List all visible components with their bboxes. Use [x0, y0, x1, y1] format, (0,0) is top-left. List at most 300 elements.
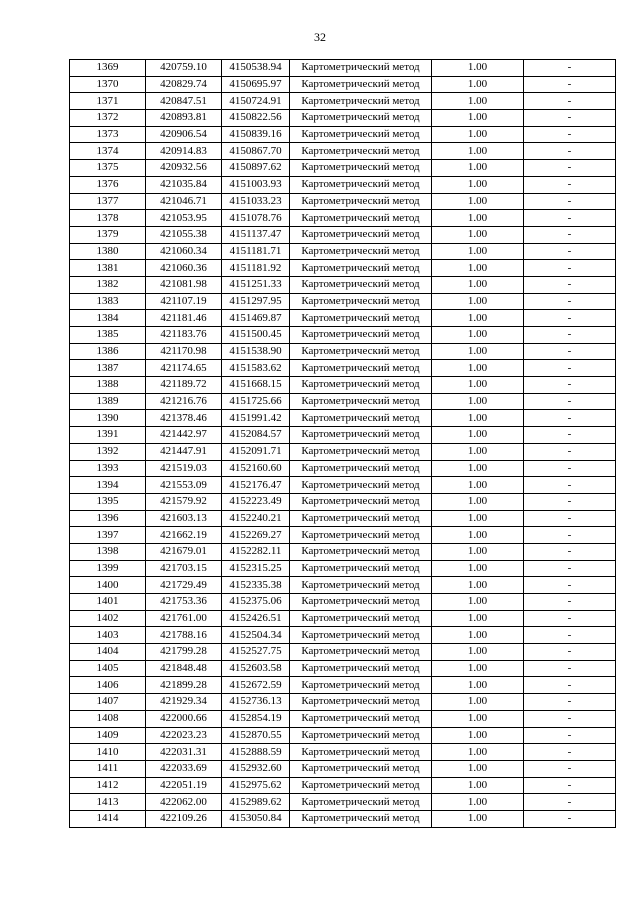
y-coordinate-cell: 4152240.21	[222, 510, 290, 527]
x-coordinate-cell: 422051.19	[146, 777, 222, 794]
precision-cell: 1.00	[432, 143, 524, 160]
point-number-cell: 1401	[70, 594, 146, 611]
point-number-cell: 1373	[70, 126, 146, 143]
y-coordinate-cell: 4152932.60	[222, 760, 290, 777]
precision-cell: 1.00	[432, 577, 524, 594]
point-number-cell: 1394	[70, 477, 146, 494]
method-cell: Картометрический метод	[290, 193, 432, 210]
table-row	[70, 243, 616, 260]
method-cell: Картометрический метод	[290, 410, 432, 427]
precision-cell: 1.00	[432, 594, 524, 611]
method-cell: Картометрический метод	[290, 794, 432, 811]
y-coordinate-cell: 4152160.60	[222, 460, 290, 477]
precision-cell: 1.00	[432, 360, 524, 377]
y-coordinate-cell: 4151668.15	[222, 377, 290, 394]
point-number-cell: 1397	[70, 527, 146, 544]
point-number-cell: 1398	[70, 543, 146, 560]
method-cell: Картометрический метод	[290, 126, 432, 143]
method-cell: Картометрический метод	[290, 377, 432, 394]
x-coordinate-cell: 421788.16	[146, 627, 222, 644]
y-coordinate-cell: 4152854.19	[222, 710, 290, 727]
x-coordinate-cell: 421053.95	[146, 210, 222, 227]
note-cell: -	[524, 477, 616, 494]
x-coordinate-cell: 420829.74	[146, 76, 222, 93]
x-coordinate-cell: 421442.97	[146, 427, 222, 444]
point-number-cell: 1387	[70, 360, 146, 377]
point-number-cell: 1378	[70, 210, 146, 227]
y-coordinate-cell: 4151469.87	[222, 310, 290, 327]
note-cell: -	[524, 276, 616, 293]
precision-cell: 1.00	[432, 543, 524, 560]
point-number-cell: 1379	[70, 226, 146, 243]
y-coordinate-cell: 4152282.11	[222, 543, 290, 560]
method-cell: Картометрический метод	[290, 760, 432, 777]
x-coordinate-cell: 421753.36	[146, 594, 222, 611]
note-cell: -	[524, 710, 616, 727]
point-number-cell: 1414	[70, 810, 146, 827]
point-number-cell: 1384	[70, 310, 146, 327]
precision-cell: 1.00	[432, 510, 524, 527]
table-row	[70, 460, 616, 477]
method-cell: Картометрический метод	[290, 527, 432, 544]
note-cell: -	[524, 176, 616, 193]
note-cell: -	[524, 160, 616, 177]
x-coordinate-cell: 420893.81	[146, 110, 222, 127]
method-cell: Картометрический метод	[290, 577, 432, 594]
table-row	[70, 410, 616, 427]
point-number-cell: 1395	[70, 493, 146, 510]
y-coordinate-cell: 4152870.55	[222, 727, 290, 744]
note-cell: -	[524, 393, 616, 410]
precision-cell: 1.00	[432, 327, 524, 344]
table-row	[70, 644, 616, 661]
precision-cell: 1.00	[432, 226, 524, 243]
precision-cell: 1.00	[432, 193, 524, 210]
x-coordinate-cell: 421899.28	[146, 677, 222, 694]
precision-cell: 1.00	[432, 276, 524, 293]
point-number-cell: 1413	[70, 794, 146, 811]
note-cell: -	[524, 327, 616, 344]
table-row	[70, 627, 616, 644]
x-coordinate-cell: 421679.01	[146, 543, 222, 560]
y-coordinate-cell: 4152672.59	[222, 677, 290, 694]
x-coordinate-cell: 421378.46	[146, 410, 222, 427]
precision-cell: 1.00	[432, 493, 524, 510]
note-cell: -	[524, 460, 616, 477]
precision-cell: 1.00	[432, 443, 524, 460]
x-coordinate-cell: 421729.49	[146, 577, 222, 594]
precision-cell: 1.00	[432, 377, 524, 394]
note-cell: -	[524, 210, 616, 227]
y-coordinate-cell: 4152375.06	[222, 594, 290, 611]
x-coordinate-cell: 421174.65	[146, 360, 222, 377]
table-row	[70, 210, 616, 227]
precision-cell: 1.00	[432, 810, 524, 827]
note-cell: -	[524, 310, 616, 327]
method-cell: Картометрический метод	[290, 110, 432, 127]
precision-cell: 1.00	[432, 260, 524, 277]
method-cell: Картометрический метод	[290, 777, 432, 794]
x-coordinate-cell: 421662.19	[146, 527, 222, 544]
y-coordinate-cell: 4152527.75	[222, 644, 290, 661]
point-number-cell: 1381	[70, 260, 146, 277]
precision-cell: 1.00	[432, 60, 524, 77]
x-coordinate-cell: 422000.66	[146, 710, 222, 727]
precision-cell: 1.00	[432, 644, 524, 661]
point-number-cell: 1391	[70, 427, 146, 444]
method-cell: Картометрический метод	[290, 293, 432, 310]
table-row	[70, 310, 616, 327]
method-cell: Картометрический метод	[290, 460, 432, 477]
note-cell: -	[524, 360, 616, 377]
table-row	[70, 126, 616, 143]
table-row	[70, 727, 616, 744]
table-row	[70, 493, 616, 510]
table-row	[70, 260, 616, 277]
table-row	[70, 226, 616, 243]
table-row	[70, 610, 616, 627]
method-cell: Картометрический метод	[290, 360, 432, 377]
precision-cell: 1.00	[432, 243, 524, 260]
note-cell: -	[524, 760, 616, 777]
note-cell: -	[524, 493, 616, 510]
table-row	[70, 443, 616, 460]
point-number-cell: 1400	[70, 577, 146, 594]
y-coordinate-cell: 4150538.94	[222, 60, 290, 77]
precision-cell: 1.00	[432, 694, 524, 711]
note-cell: -	[524, 560, 616, 577]
note-cell: -	[524, 226, 616, 243]
y-coordinate-cell: 4151991.42	[222, 410, 290, 427]
note-cell: -	[524, 76, 616, 93]
note-cell: -	[524, 594, 616, 611]
table-row	[70, 660, 616, 677]
note-cell: -	[524, 60, 616, 77]
point-number-cell: 1411	[70, 760, 146, 777]
point-number-cell: 1382	[70, 276, 146, 293]
table-row	[70, 276, 616, 293]
table-row	[70, 427, 616, 444]
precision-cell: 1.00	[432, 160, 524, 177]
precision-cell: 1.00	[432, 210, 524, 227]
y-coordinate-cell: 4151181.71	[222, 243, 290, 260]
table-row	[70, 510, 616, 527]
x-coordinate-cell: 422033.69	[146, 760, 222, 777]
note-cell: -	[524, 510, 616, 527]
y-coordinate-cell: 4152736.13	[222, 694, 290, 711]
precision-cell: 1.00	[432, 343, 524, 360]
precision-cell: 1.00	[432, 477, 524, 494]
method-cell: Картометрический метод	[290, 276, 432, 293]
table-row	[70, 594, 616, 611]
precision-cell: 1.00	[432, 794, 524, 811]
y-coordinate-cell: 4151003.93	[222, 176, 290, 193]
page-number: 32	[314, 30, 326, 44]
precision-cell: 1.00	[432, 560, 524, 577]
y-coordinate-cell: 4151251.33	[222, 276, 290, 293]
coordinates-table	[69, 59, 616, 828]
note-cell: -	[524, 660, 616, 677]
y-coordinate-cell: 4151538.90	[222, 343, 290, 360]
method-cell: Картометрический метод	[290, 744, 432, 761]
precision-cell: 1.00	[432, 427, 524, 444]
note-cell: -	[524, 610, 616, 627]
y-coordinate-cell: 4152335.38	[222, 577, 290, 594]
x-coordinate-cell: 421081.98	[146, 276, 222, 293]
x-coordinate-cell: 420914.83	[146, 143, 222, 160]
method-cell: Картометрический метод	[290, 210, 432, 227]
method-cell: Картометрический метод	[290, 343, 432, 360]
note-cell: -	[524, 744, 616, 761]
method-cell: Картометрический метод	[290, 710, 432, 727]
y-coordinate-cell: 4150897.62	[222, 160, 290, 177]
note-cell: -	[524, 260, 616, 277]
point-number-cell: 1386	[70, 343, 146, 360]
method-cell: Картометрический метод	[290, 427, 432, 444]
note-cell: -	[524, 93, 616, 110]
method-cell: Картометрический метод	[290, 143, 432, 160]
x-coordinate-cell: 422023.23	[146, 727, 222, 744]
point-number-cell: 1408	[70, 710, 146, 727]
precision-cell: 1.00	[432, 627, 524, 644]
precision-cell: 1.00	[432, 660, 524, 677]
x-coordinate-cell: 421046.71	[146, 193, 222, 210]
method-cell: Картометрический метод	[290, 677, 432, 694]
table-row	[70, 60, 616, 77]
y-coordinate-cell: 4152888.59	[222, 744, 290, 761]
table-body	[70, 60, 616, 828]
y-coordinate-cell: 4151181.92	[222, 260, 290, 277]
point-number-cell: 1407	[70, 694, 146, 711]
x-coordinate-cell: 420932.56	[146, 160, 222, 177]
x-coordinate-cell: 421519.03	[146, 460, 222, 477]
method-cell: Картометрический метод	[290, 260, 432, 277]
table-row	[70, 810, 616, 827]
point-number-cell: 1377	[70, 193, 146, 210]
precision-cell: 1.00	[432, 777, 524, 794]
table-row	[70, 143, 616, 160]
note-cell: -	[524, 427, 616, 444]
y-coordinate-cell: 4150867.70	[222, 143, 290, 160]
precision-cell: 1.00	[432, 527, 524, 544]
point-number-cell: 1409	[70, 727, 146, 744]
point-number-cell: 1380	[70, 243, 146, 260]
table-row	[70, 477, 616, 494]
x-coordinate-cell: 420906.54	[146, 126, 222, 143]
precision-cell: 1.00	[432, 744, 524, 761]
point-number-cell: 1412	[70, 777, 146, 794]
y-coordinate-cell: 4151297.95	[222, 293, 290, 310]
y-coordinate-cell: 4150724.91	[222, 93, 290, 110]
point-number-cell: 1370	[70, 76, 146, 93]
y-coordinate-cell: 4152084.57	[222, 427, 290, 444]
note-cell: -	[524, 343, 616, 360]
method-cell: Картометрический метод	[290, 560, 432, 577]
method-cell: Картометрический метод	[290, 644, 432, 661]
x-coordinate-cell: 422031.31	[146, 744, 222, 761]
x-coordinate-cell: 421035.84	[146, 176, 222, 193]
method-cell: Картометрический метод	[290, 393, 432, 410]
table-row	[70, 677, 616, 694]
table-row	[70, 160, 616, 177]
precision-cell: 1.00	[432, 710, 524, 727]
point-number-cell: 1410	[70, 744, 146, 761]
table-row	[70, 527, 616, 544]
method-cell: Картометрический метод	[290, 176, 432, 193]
x-coordinate-cell: 422109.26	[146, 810, 222, 827]
table-row	[70, 577, 616, 594]
point-number-cell: 1371	[70, 93, 146, 110]
point-number-cell: 1383	[70, 293, 146, 310]
method-cell: Картометрический метод	[290, 327, 432, 344]
note-cell: -	[524, 126, 616, 143]
table-row	[70, 560, 616, 577]
point-number-cell: 1372	[70, 110, 146, 127]
precision-cell: 1.00	[432, 110, 524, 127]
y-coordinate-cell: 4151137.47	[222, 226, 290, 243]
point-number-cell: 1375	[70, 160, 146, 177]
note-cell: -	[524, 110, 616, 127]
note-cell: -	[524, 777, 616, 794]
method-cell: Картометрический метод	[290, 226, 432, 243]
y-coordinate-cell: 4153050.84	[222, 810, 290, 827]
note-cell: -	[524, 193, 616, 210]
note-cell: -	[524, 243, 616, 260]
y-coordinate-cell: 4151033.23	[222, 193, 290, 210]
note-cell: -	[524, 810, 616, 827]
point-number-cell: 1403	[70, 627, 146, 644]
point-number-cell: 1402	[70, 610, 146, 627]
x-coordinate-cell: 421761.00	[146, 610, 222, 627]
point-number-cell: 1406	[70, 677, 146, 694]
x-coordinate-cell: 421579.92	[146, 493, 222, 510]
method-cell: Картометрический метод	[290, 727, 432, 744]
x-coordinate-cell: 420759.10	[146, 60, 222, 77]
y-coordinate-cell: 4152989.62	[222, 794, 290, 811]
method-cell: Картометрический метод	[290, 543, 432, 560]
table-row	[70, 176, 616, 193]
x-coordinate-cell: 421183.76	[146, 327, 222, 344]
point-number-cell: 1390	[70, 410, 146, 427]
x-coordinate-cell: 421799.28	[146, 644, 222, 661]
note-cell: -	[524, 677, 616, 694]
table-row	[70, 293, 616, 310]
y-coordinate-cell: 4151725.66	[222, 393, 290, 410]
note-cell: -	[524, 527, 616, 544]
point-number-cell: 1392	[70, 443, 146, 460]
y-coordinate-cell: 4151500.45	[222, 327, 290, 344]
precision-cell: 1.00	[432, 176, 524, 193]
x-coordinate-cell: 421447.91	[146, 443, 222, 460]
method-cell: Картометрический метод	[290, 60, 432, 77]
method-cell: Картометрический метод	[290, 660, 432, 677]
precision-cell: 1.00	[432, 460, 524, 477]
y-coordinate-cell: 4150839.16	[222, 126, 290, 143]
point-number-cell: 1388	[70, 377, 146, 394]
method-cell: Картометрический метод	[290, 443, 432, 460]
x-coordinate-cell: 421181.46	[146, 310, 222, 327]
x-coordinate-cell: 421170.98	[146, 343, 222, 360]
y-coordinate-cell: 4150822.56	[222, 110, 290, 127]
table-row	[70, 543, 616, 560]
precision-cell: 1.00	[432, 410, 524, 427]
point-number-cell: 1393	[70, 460, 146, 477]
note-cell: -	[524, 443, 616, 460]
method-cell: Картометрический метод	[290, 810, 432, 827]
method-cell: Картометрический метод	[290, 93, 432, 110]
precision-cell: 1.00	[432, 76, 524, 93]
point-number-cell: 1385	[70, 327, 146, 344]
precision-cell: 1.00	[432, 393, 524, 410]
y-coordinate-cell: 4152269.27	[222, 527, 290, 544]
x-coordinate-cell: 422062.00	[146, 794, 222, 811]
table-row	[70, 110, 616, 127]
precision-cell: 1.00	[432, 126, 524, 143]
table-row	[70, 710, 616, 727]
precision-cell: 1.00	[432, 727, 524, 744]
note-cell: -	[524, 694, 616, 711]
precision-cell: 1.00	[432, 610, 524, 627]
method-cell: Картометрический метод	[290, 310, 432, 327]
x-coordinate-cell: 421553.09	[146, 477, 222, 494]
method-cell: Картометрический метод	[290, 160, 432, 177]
y-coordinate-cell: 4152315.25	[222, 560, 290, 577]
y-coordinate-cell: 4152426.51	[222, 610, 290, 627]
method-cell: Картометрический метод	[290, 76, 432, 93]
note-cell: -	[524, 377, 616, 394]
x-coordinate-cell: 421216.76	[146, 393, 222, 410]
note-cell: -	[524, 543, 616, 560]
table-row	[70, 93, 616, 110]
note-cell: -	[524, 794, 616, 811]
precision-cell: 1.00	[432, 310, 524, 327]
method-cell: Картометрический метод	[290, 493, 432, 510]
table-row	[70, 327, 616, 344]
y-coordinate-cell: 4152176.47	[222, 477, 290, 494]
precision-cell: 1.00	[432, 293, 524, 310]
table-row	[70, 360, 616, 377]
x-coordinate-cell: 421055.38	[146, 226, 222, 243]
method-cell: Картометрический метод	[290, 477, 432, 494]
point-number-cell: 1399	[70, 560, 146, 577]
table-row	[70, 193, 616, 210]
point-number-cell: 1369	[70, 60, 146, 77]
table-row	[70, 377, 616, 394]
method-cell: Картометрический метод	[290, 510, 432, 527]
y-coordinate-cell: 4150695.97	[222, 76, 290, 93]
precision-cell: 1.00	[432, 93, 524, 110]
y-coordinate-cell: 4152223.49	[222, 493, 290, 510]
table-row	[70, 760, 616, 777]
note-cell: -	[524, 143, 616, 160]
point-number-cell: 1389	[70, 393, 146, 410]
x-coordinate-cell: 421603.13	[146, 510, 222, 527]
y-coordinate-cell: 4152603.58	[222, 660, 290, 677]
point-number-cell: 1396	[70, 510, 146, 527]
precision-cell: 1.00	[432, 677, 524, 694]
note-cell: -	[524, 727, 616, 744]
x-coordinate-cell: 421107.19	[146, 293, 222, 310]
method-cell: Картометрический метод	[290, 627, 432, 644]
table-row	[70, 694, 616, 711]
x-coordinate-cell: 420847.51	[146, 93, 222, 110]
x-coordinate-cell: 421848.48	[146, 660, 222, 677]
x-coordinate-cell: 421929.34	[146, 694, 222, 711]
point-number-cell: 1376	[70, 176, 146, 193]
note-cell: -	[524, 293, 616, 310]
table-row	[70, 343, 616, 360]
y-coordinate-cell: 4152091.71	[222, 443, 290, 460]
